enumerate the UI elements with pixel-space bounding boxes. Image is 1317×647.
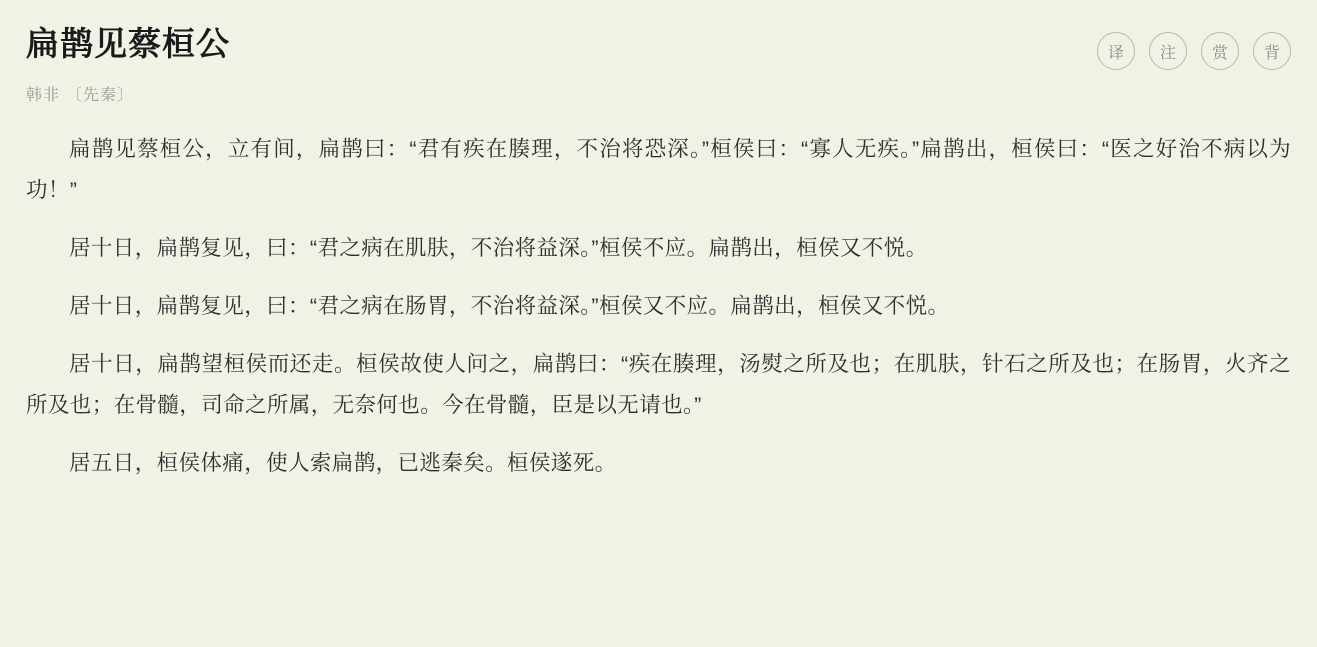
tool-button-group [1097,22,1291,70]
page-title: 扁鹊见蔡桓公 [26,25,230,62]
paragraph: 居十日，扁鹊复见，曰：“君之病在肌肤，不治将益深。”桓侯不应。扁鹊出，桓侯又不悦。 [69,236,928,260]
poem-body [26,129,1291,484]
paragraph: 居十日，扁鹊复见，曰：“君之病在肠胃，不治将益深。”桓侯又不应。扁鹊出，桓侯又不悦。 [69,294,950,318]
dynasty-label: 〔先秦〕 [66,87,135,104]
byline [26,82,1291,105]
translate-button[interactable]: 译 [1097,32,1135,70]
annotate-button[interactable]: 注 [1149,32,1187,70]
author-name[interactable]: 韩非 [26,87,61,104]
paragraph: 扁鹊见蔡桓公，立有间，扁鹊曰：“君有疾在腠理，不治将恐深。”桓侯曰：“寡人无疾。”扁鹊出，桓侯曰：“医之好治不病以为功！” [26,137,1291,202]
paragraph: 居五日，桓侯体痛，使人索扁鹊，已逃秦矣。桓侯遂死。 [69,451,617,475]
recite-button[interactable]: 背 [1253,32,1291,70]
poem-header [26,0,1291,70]
appreciate-button[interactable]: 赏 [1201,32,1239,70]
paragraph: 居十日，扁鹊望桓侯而还走。桓侯故使人问之，扁鹊曰：“疾在腠理，汤熨之所及也；在肌肤，针石之所及也；在肠胃，火齐之所及也；在骨髓，司命之所属，无奈何也。今在骨髓，臣是以无请也。” [26,352,1291,417]
